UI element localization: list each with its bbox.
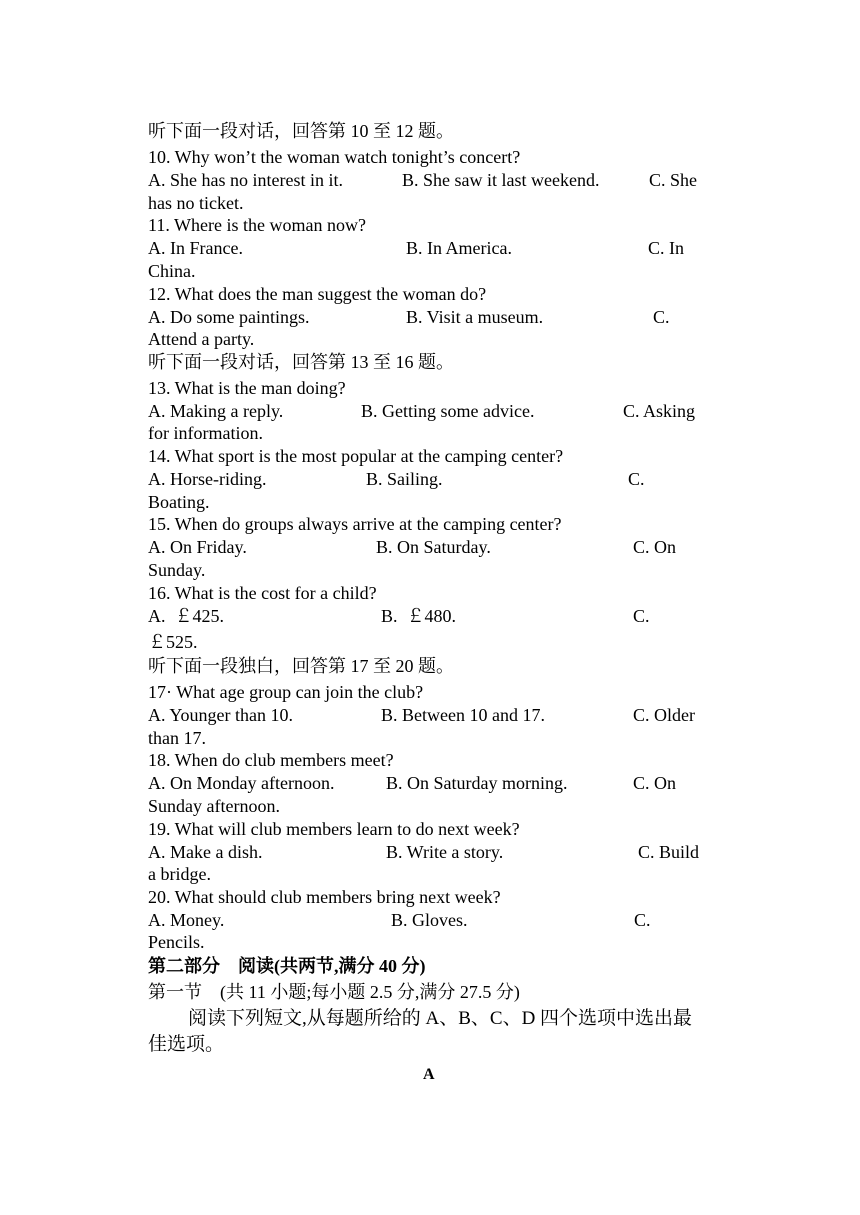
question-13-option-c: C. Asking [623, 401, 696, 421]
question-12-stem: 12. What does the man suggest the woman do? [148, 284, 487, 304]
question-20-option-c-continued: Pencils. [148, 932, 205, 952]
section-instruction-3: 听下面一段独白，回答第 17 至 20 题。 [148, 656, 454, 676]
question-16-option-b: B. ￡480. [381, 606, 457, 626]
question-20-option-b: B. Gloves. [391, 910, 468, 930]
question-10-option-b: B. She saw it last weekend. [402, 170, 600, 190]
question-17-option-b: B. Between 10 and 17. [381, 705, 545, 725]
reading-instruction-line-2: 佳选项。 [148, 1034, 225, 1055]
question-16-option-a: A. ￡425. [148, 606, 224, 626]
section-one-subheading: 第一节 (共 11 小题;每小题 2.5 分,满分 27.5 分) [148, 982, 520, 1002]
question-19-option-a: A. Make a dish. [148, 842, 263, 862]
question-12-option-b: B. Visit a museum. [406, 307, 544, 327]
question-16-option-c: C. [633, 606, 650, 626]
question-18-option-b: B. On Saturday morning. [386, 773, 568, 793]
question-19-option-c: C. Build [638, 842, 700, 862]
question-14-option-a: A. Horse-riding. [148, 469, 267, 489]
question-15-option-c-continued: Sunday. [148, 560, 206, 580]
question-10-stem: 10. Why won’t the woman watch tonight’s concert? [148, 147, 521, 167]
passage-label: A [423, 1066, 435, 1083]
section-instruction-1: 听下面一段对话，回答第 10 至 12 题。 [148, 121, 454, 141]
question-15-stem: 15. When do groups always arrive at the camping center? [148, 514, 562, 534]
question-14-option-c: C. [628, 469, 645, 489]
question-20-stem: 20. What should club members bring next week? [148, 887, 501, 907]
question-15-option-a: A. On Friday. [148, 537, 247, 557]
question-19-stem: 19. What will club members learn to do next week? [148, 819, 520, 839]
question-17-option-c-continued: than 17. [148, 728, 206, 748]
question-16-option-c-continued: ￡525. [148, 632, 198, 652]
question-18-option-c-continued: Sunday afternoon. [148, 796, 280, 816]
question-12-option-c: C. [653, 307, 670, 327]
question-12-option-c-continued: Attend a party. [148, 329, 255, 349]
question-14-option-b: B. Sailing. [366, 469, 443, 489]
question-13-option-c-continued: for information. [148, 423, 263, 443]
part-two-heading: 第二部分 阅读(共两节,满分 40 分) [148, 956, 426, 976]
question-11-option-a: A. In France. [148, 238, 243, 258]
question-17-option-a: A. Younger than 10. [148, 705, 294, 725]
question-20-option-c: C. [634, 910, 651, 930]
question-15-option-b: B. On Saturday. [376, 537, 491, 557]
question-19-option-c-continued: a bridge. [148, 864, 211, 884]
question-18-stem: 18. When do club members meet? [148, 750, 394, 770]
question-11-option-c: C. In [648, 238, 684, 258]
question-13-stem: 13. What is the man doing? [148, 378, 346, 398]
question-19-option-b: B. Write a story. [386, 842, 504, 862]
section-instruction-2: 听下面一段对话，回答第 13 至 16 题。 [148, 352, 454, 372]
question-15-option-c: C. On [633, 537, 677, 557]
question-10-option-a: A. She has no interest in it. [148, 170, 343, 190]
question-17-stem: 17· What age group can join the club? [148, 682, 424, 702]
question-13-option-a: A. Making a reply. [148, 401, 284, 421]
question-20-option-a: A. Money. [148, 910, 225, 930]
question-12-option-a: A. Do some paintings. [148, 307, 310, 327]
question-18-option-c: C. On [633, 773, 677, 793]
reading-instruction-line-1: 阅读下列短文,从每题所给的 A、B、C、D 四个选项中选出最 [188, 1008, 693, 1029]
question-10-option-c: C. She [649, 170, 698, 190]
question-14-option-c-continued: Boating. [148, 492, 210, 512]
question-11-option-b: B. In America. [406, 238, 512, 258]
question-16-stem: 16. What is the cost for a child? [148, 583, 377, 603]
question-11-stem: 11. Where is the woman now? [148, 215, 366, 235]
question-13-option-b: B. Getting some advice. [361, 401, 535, 421]
question-17-option-c: C. Older [633, 705, 695, 725]
question-14-stem: 14. What sport is the most popular at the camping center? [148, 446, 564, 466]
question-11-option-c-continued: China. [148, 261, 196, 281]
question-18-option-a: A. On Monday afternoon. [148, 773, 335, 793]
question-10-option-c-continued: has no ticket. [148, 193, 244, 213]
